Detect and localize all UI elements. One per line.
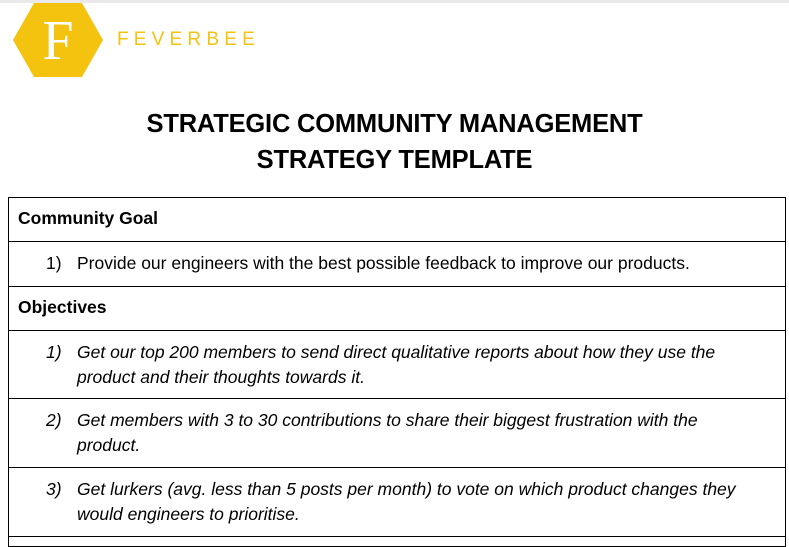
hexagon-f-logo-icon — [12, 2, 104, 78]
objective-text-line-2: product. — [77, 435, 141, 455]
brand-name: FEVERBEE — [117, 29, 260, 50]
logo-letter: F — [42, 10, 74, 72]
list-item — [9, 468, 785, 537]
item-number: 3) — [46, 479, 62, 499]
objective-text-line-1: Get lurkers (avg. less than 5 posts per month) to vote on which product changes they — [77, 479, 736, 499]
list-item — [9, 242, 785, 287]
page-title — [0, 106, 789, 178]
strategy-table — [8, 197, 786, 547]
top-divider — [0, 0, 789, 3]
objective-text-line-1: Get our top 200 members to send direct qualitative reports about how they use the — [77, 342, 716, 362]
item-number: 1) — [46, 253, 62, 273]
list-item — [9, 399, 785, 468]
objective-text-line-1: Get members with 3 to 30 contributions to share their biggest frustration with the — [77, 410, 698, 430]
title-line-1: STRATEGIC COMMUNITY MANAGEMENT — [146, 110, 643, 138]
item-number: 1) — [46, 342, 62, 362]
objectives-heading: Objectives — [18, 297, 107, 317]
objective-text-line-2: would engineers to prioritise. — [77, 504, 300, 524]
goal-text: Provide our engineers with the best possible feedback to improve our products. — [77, 253, 690, 273]
goal-heading: Community Goal — [18, 208, 159, 228]
section-heading-objectives — [9, 287, 785, 331]
list-item — [9, 331, 785, 399]
item-number: 2) — [46, 410, 62, 430]
objective-text-line-2: product and their thoughts towards it. — [77, 367, 365, 387]
section-heading-goal — [9, 198, 785, 242]
title-line-2: STRATEGY TEMPLATE — [256, 146, 533, 174]
